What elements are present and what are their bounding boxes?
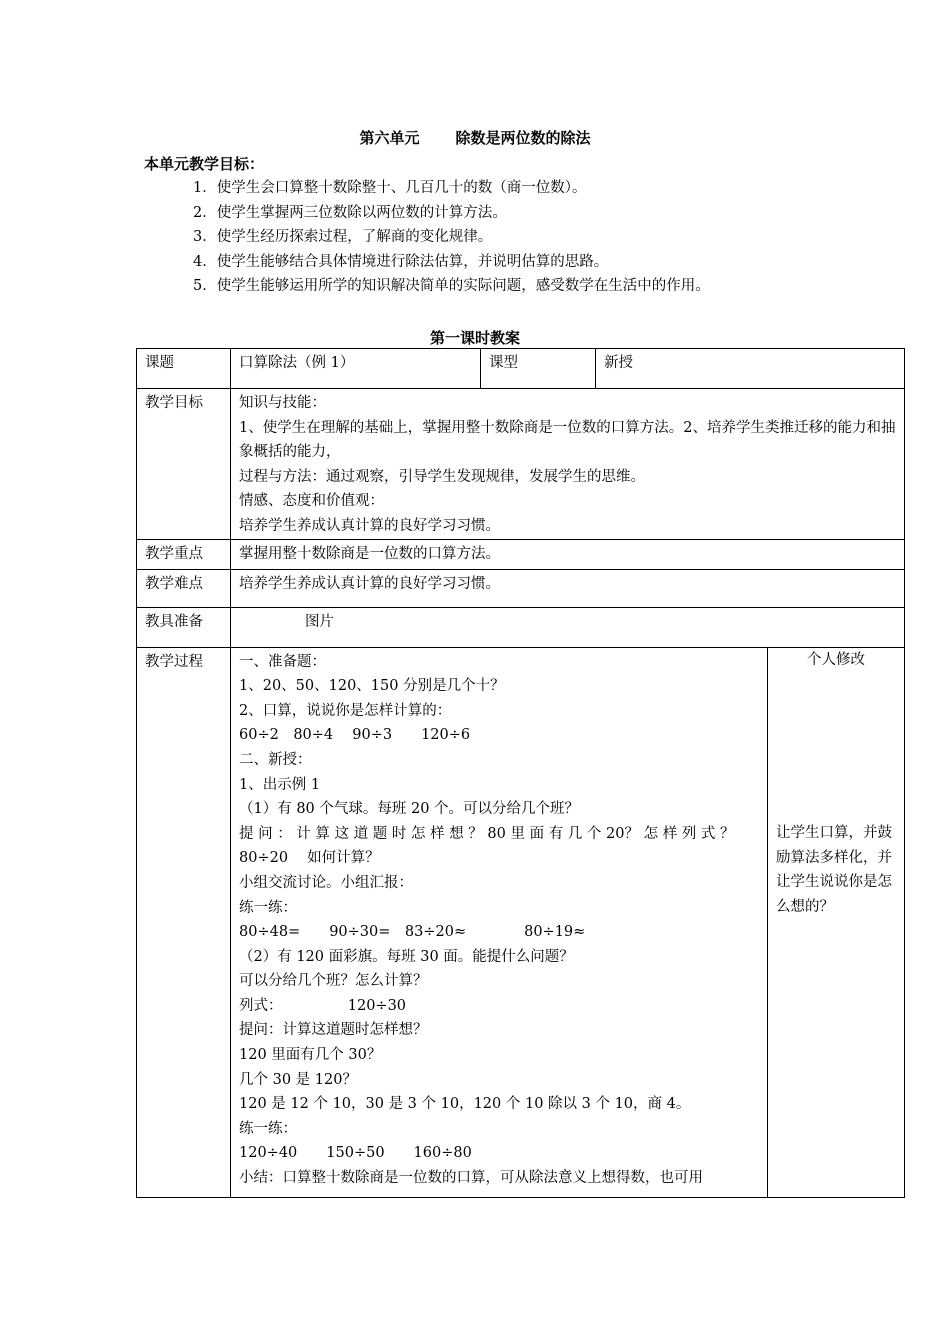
process-line: 80÷48= 90÷30= 83÷20≈ 80÷19≈ (239, 924, 586, 941)
process-line: 小结：口算整十数除商是一位数的口算，可从除法意义上想得数，也可用 (239, 1170, 703, 1187)
process-row (137, 647, 905, 1197)
unit-number: 第六单元 (359, 129, 420, 147)
goals-line: 培养学生养成认真计算的良好学习习惯。 (239, 517, 500, 534)
objective-item: 5．使学生能够运用所学的知识解决简单的实际问题，感受数学在生活中的作用。 (193, 278, 710, 295)
tools-value: 图片 (231, 607, 905, 647)
process-line: （1）有 80 个气球。每班 20 个。可以分给几个班？ (239, 801, 580, 818)
objective-item: 2．使学生掌握两三位数除以两位数的计算方法。 (193, 204, 507, 221)
objectives-list (193, 176, 710, 299)
difficulty-row (137, 569, 905, 607)
process-line: 80÷20 如何计算？ (239, 850, 380, 867)
process-line: 列式： 120÷30 (239, 997, 407, 1014)
process-line: 120÷40 150÷50 160÷80 (239, 1145, 472, 1162)
objectives-heading: 本单元教学目标： (144, 155, 265, 173)
key-row (137, 539, 905, 569)
process-line: 120 里面有几个 30？ (239, 1047, 382, 1064)
topic-label: 课题 (137, 349, 231, 389)
process-line: 二、新授： (239, 751, 312, 768)
lesson-title: 第一课时教案 (429, 329, 520, 347)
notes-body: 让学生口算，并鼓励算法多样化，并让学生说说你是怎么想的？ (776, 825, 892, 915)
goals-line: 知识与技能： (239, 395, 326, 411)
process-line: 1、出示例 1 (239, 776, 321, 793)
type-label: 课型 (481, 349, 596, 389)
unit-topic: 除数是两位数的除法 (455, 129, 591, 147)
process-line: 可以分给几个班？怎么计算？ (239, 973, 428, 990)
process-line: 小组交流讨论。小组汇报： (239, 874, 413, 891)
type-value: 新授 (596, 349, 905, 389)
key-label: 教学重点 (137, 539, 231, 569)
process-line: 120 是 12 个 10，30 是 3 个 10，120 个 10 除以 3 个 10，商 4。 (239, 1096, 691, 1113)
goals-cell (231, 389, 905, 540)
process-line: 几个 30 是 120？ (239, 1071, 357, 1088)
tools-row (137, 607, 905, 647)
objective-item: 3．使学生经历探索过程，了解商的变化规律。 (193, 229, 493, 246)
process-line: 提 问 ： 计 算 这 道 题 时 怎 样 想 ？ 80 里 面 有 几 个 20？ 怎 样 列 式 ？ (239, 825, 735, 842)
process-line: 提问：计算这道题时怎样想？ (239, 1022, 428, 1039)
lesson-plan-table (136, 348, 905, 1198)
process-line: 60÷2 80÷4 90÷3 120÷6 (239, 727, 471, 744)
process-label: 教学过程 (137, 647, 231, 1197)
goals-line: 情感、态度和价值观： (239, 493, 384, 510)
goals-row (137, 389, 905, 540)
notes-cell (768, 647, 905, 1197)
process-line: 2、口算，说说你是怎样计算的： (239, 702, 452, 719)
topic-value: 口算除法（例 1） (231, 349, 481, 389)
key-value: 掌握用整十数除商是一位数的口算方法。 (231, 539, 905, 569)
process-line: 练一练： (239, 899, 297, 916)
goals-line: 过程与方法：通过观察，引导学生发现规律，发展学生的思维。 (239, 468, 645, 485)
difficulty-value: 培养学生养成认真计算的良好学习习惯。 (231, 569, 905, 607)
objective-item: 1．使学生会口算整十数除整十、几百几十的数（商一位数）。 (193, 180, 587, 196)
notes-heading: 个人修改 (807, 651, 865, 668)
process-cell (231, 647, 768, 1197)
unit-title (0, 127, 950, 148)
difficulty-label: 教学难点 (137, 569, 231, 607)
process-line: （2）有 120 面彩旗。每班 30 面。能提什么问题？ (239, 948, 574, 965)
tools-label: 教具准备 (137, 607, 231, 647)
process-line: 1、20、50、120、150 分别是几个十？ (239, 678, 505, 695)
objective-item: 4．使学生能够结合具体情境进行除法估算，并说明估算的思路。 (193, 253, 609, 270)
topic-row (137, 349, 905, 389)
process-line: 练一练： (239, 1120, 297, 1137)
process-line: 一、准备题： (239, 653, 326, 670)
goals-label: 教学目标 (137, 389, 231, 540)
goals-line: 1、使学生在理解的基础上，掌握用整十数除商是一位数的口算方法。2、培养学生类推迁移的能力和抽象概括的能力， (239, 419, 896, 461)
